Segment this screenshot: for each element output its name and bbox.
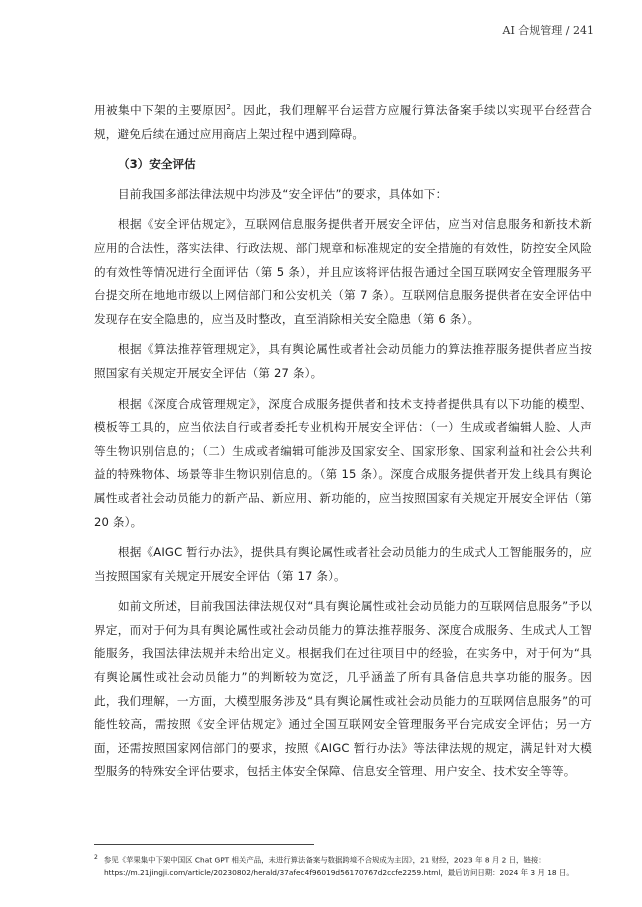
paragraph-1-rest: 。因此，我们理解平台运营方应履行算法备案手续以实现平台经营合规，避免后续在通过应用商店上架过程中遇到障碍。 xyxy=(94,103,592,141)
footnote-citation: 参见《苹果集中下架中国区 Chat GPT 相关产品，未进行算法备案与数据跨境不合规成为主因》，21 财经，2023 年 8 月 2 日，链接： xyxy=(103,855,546,865)
paragraph-analysis: 如前文所述，目前我国法律法规仅对“具有舆论属性或社会动员能力的互联网信息服务”予以界定，而对于何为具有舆论属性或社会动员能力的算法推荐服务、深度合成服务、生成式人工智能服务，我国法律法规并未给出定义。根据我们在过往项目中的经验，在实务中，对于何为“具有舆论属性或社会动员能力”的判断较为宽泛，几乎涵盖了所有具备信息共享功能的服务。因此，我们理解，一方面，大模型服务涉及“具有舆论属性或社会动员能力的互联网信息服务”的可能性较高，需按照《安全评估规定》通过全国互联网安全管理服务平台完成安全评估；另一方面，还需按照国家网信部门的要求，按照《AIGC 暂行办法》等法律法规的规定，满足针对大模型服务的特殊安全评估要求，包括主体安全保障、信息安全管理、用户安全、技术安全等等。 xyxy=(94,599,592,779)
paragraph-1-text: 用被集中下架的主要原因 xyxy=(94,103,227,117)
paragraph-intro: 目前我国多部法律法规中均涉及“安全评估”的要求，具体如下： xyxy=(118,186,448,201)
footnote-reference[interactable]: 2 xyxy=(226,103,231,112)
footnote-number: 2 xyxy=(94,854,98,861)
footnote-line-1 xyxy=(94,851,592,866)
paragraph-continuation xyxy=(94,99,592,146)
paragraph-deep-synthesis: 根据《深度合成管理规定》，深度合成服务提供者和技术支持者提供具有以下功能的模型、模板等工具的，应当依法自行或者委托专业机构开展安全评估：（一）生成或者编辑人脸、人声等生物识别信息的；（二）生成或者编辑可能涉及国家安全、国家形象、国家利益和社会公共利益的特殊物体、场景等非生物识别信息的。（第 15 条）。深度合成服务提供者开发上线具有舆论属性或者社会动员能力的新产品、新应用、新功能的，应当按照国家有关规定开展安全评估（第 20 条）。 xyxy=(94,396,592,529)
footnote-divider xyxy=(94,844,314,845)
paragraph-algorithm-recommendation: 根据《算法推荐管理规定》，具有舆论属性或者社会动员能力的算法推荐服务提供者应当按照国家有关规定开展安全评估（第 27 条）。 xyxy=(94,342,592,380)
paragraph-security-assessment-rules: 根据《安全评估规定》，互联网信息服务提供者开展安全评估，应当对信息服务和新技术新应用的合法性，落实法律、行政法规、部门规章和标准规定的安全措施的有效性，防控安全风险的有效性等情况进行全面评估（第 5 条），并且应该将评估报告通过全国互联网安全管理服务平台提交所在地地市级以上网信部门和公安机关（第 7 条）。互联网信息服务提供者在安全评估中发现存在安全隐患的，应当及时整改，直至消除相关安全隐患（第 6 条）。 xyxy=(94,217,592,326)
footnote xyxy=(94,851,592,879)
paragraph-aigc-measures: 根据《AIGC 暂行办法》，提供具有舆论属性或者社会动员能力的生成式人工智能服务的，应当按照国家有关规定开展安全评估（第 17 条）。 xyxy=(94,545,592,583)
running-header: AI 合规管理 / 241 xyxy=(502,24,594,37)
page-body xyxy=(94,99,592,791)
section-heading: （3）安全评估 xyxy=(118,157,196,172)
footnote-link[interactable]: https://m.21jingji.com/article/20230802/herald/37afec4f96019d56170767d2ccfe2259.html，最后访问日期：2024 年 3 月 18 日。 xyxy=(104,868,574,878)
